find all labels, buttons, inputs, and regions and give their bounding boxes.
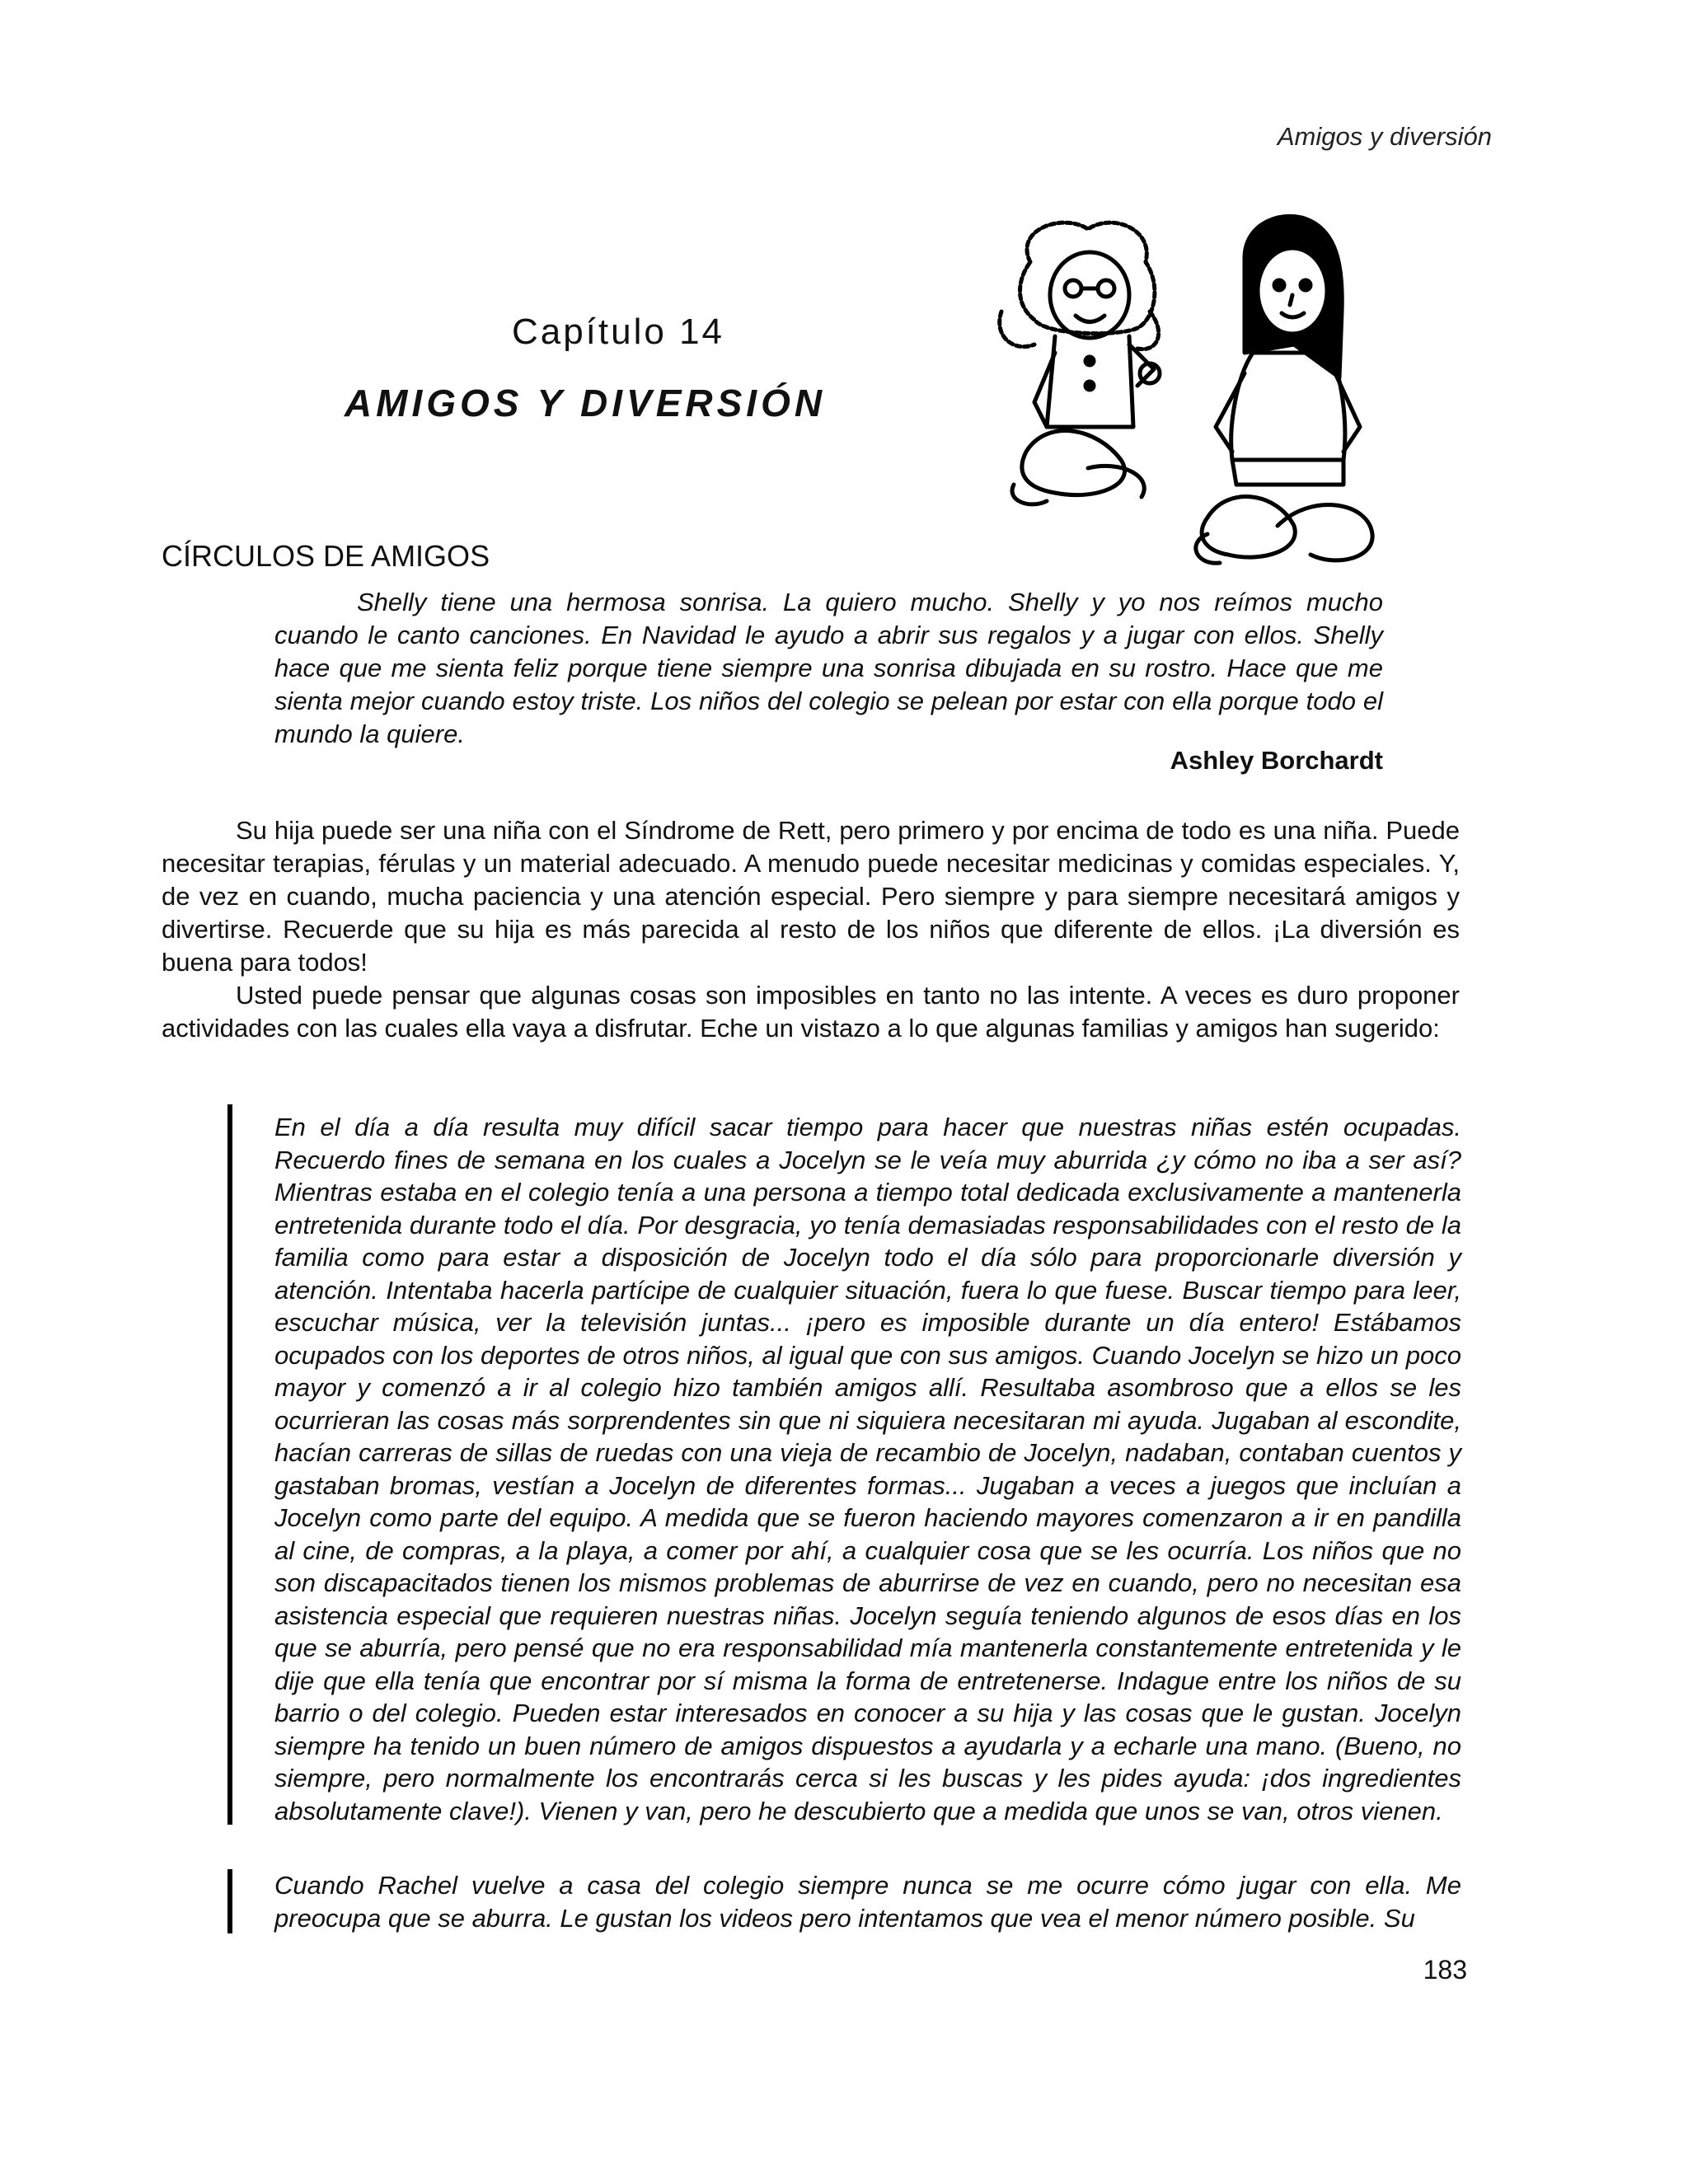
page-number: 183 — [1423, 1955, 1467, 1985]
body-paragraph-2: Usted puede pensar que algunas cosas son imposibles en tanto no las intente. A veces es duro proponer actividades con las cuales ella vaya a disfrutar. Eche un vistazo a lo que algunas familias y amigos han sugerido: — [162, 981, 1460, 1043]
blockquote-bar — [227, 1104, 232, 1825]
epigraph-quote — [274, 586, 1383, 751]
blockquote-rachel: Cuando Rachel vuelve a casa del colegio siempre nunca se me ocurre cómo jugar con ella. Me preocupa que se aburra. Le gustan los videos pero intentamos que vea el menor número posible. Su — [274, 1871, 1461, 1933]
two-girls-sitting-drawing-icon — [997, 213, 1385, 569]
epigraph-attribution: Ashley Borchardt — [1170, 746, 1383, 775]
chapter-number: Capítulo 14 — [511, 312, 725, 352]
running-head: Amigos y diversión — [1277, 122, 1492, 151]
blockquote-bar — [227, 1869, 232, 1933]
body-paragraph-1: Su hija puede ser una niña con el Síndrome de Rett, pero primero y por encima de todo es una niña. Puede necesitar terapias, férulas y un material adecuado. A menudo puede necesitar medicinas y comidas especiales. Y, de vez en cuando, mucha paciencia y una atención especial. Pero siempre y para siempre necesitará amigos y divertirse. Recuerde que su hija es más parecida al resto de los niños que diferente de ellos. ¡La diversión es buena para todos! — [162, 816, 1460, 977]
section-heading: CÍRCULOS DE AMIGOS — [162, 539, 490, 573]
blockquote-jocelyn: En el día a día resulta muy difícil sacar tiempo para hacer que nuestras niñas estén ocupadas. Recuerdo fines de semana en los cuales a Jocelyn se le veía muy aburrida ¿y cómo no iba a ser así? Mientras estaba en el colegio tenía a una persona a tiempo total dedicada exclusivamente a mantenerla entretenida durante todo el día. Por desgracia, yo tenía demasiadas responsabilidades con el resto de la familia como para estar a disposición de Jocelyn todo el día sólo para proporcionarle diversión y atención. Intentaba hacerla partícipe de cualquier situación, fuera lo que fuese. Buscar tiempo para leer, escuchar música, ver la televisión juntas... ¡pero es imposible durante un día entero! Estábamos ocupados con los deportes de otros niños, al igual que con sus amigos. Cuando Jocelyn se hizo un poco mayor y comenzó a ir al colegio hizo también amigos allí. Resultaba asombroso que a ellos se les ocurrieran las cosas más sorprendentes sin que ni siquiera necesitaran mi ayuda. Jugaban al escondite, hacían carreras de sillas de ruedas con una vieja de recambio de Jocelyn, nadaban, contaban cuentos y gastaban bromas, vestían a Jocelyn de diferentes formas... Jugaban a veces a juegos que incluían a Jocelyn como parte del equipo. A medida que se fueron haciendo mayores comenzaron a ir en pandilla al cine, de compras, a la playa, a comer por ahí, a cualquier cosa que se les ocurría. Los niños que no son discapacitados tienen los mismos problemas de aburrirse de vez en cuando, pero no necesitan esa asistencia especial que requieren nuestras niñas. Jocelyn seguía teniendo algunos de esos días en los que se aburría, pero pensé que no era responsabilidad mía mantenerla constantemente entretenida y le dije que ella tenía que encontrar por sí misma la forma de entretenerse. Indague entre los niños de su barrio o del colegio. Pueden estar interesados en conocer a su hija y las cosas que le gustan. Jocelyn siempre ha tenido un buen número de amigos dispuestos a ayudarla y a echarle una mano. (Bueno, no siempre, pero normalmente los encontrarás cerca si les buscas y les pides ayuda: ¡dos ingredientes absolutamente clave!). Vienen y van, pero he descubierto que a medida que unos se van, otros vienen. — [274, 1113, 1461, 1825]
body-text — [162, 814, 1460, 1045]
chapter-title: AMIGOS Y DIVERSIÓN — [344, 382, 827, 424]
epigraph-text: Shelly tiene una hermosa sonrisa. La quiero mucho. Shelly y yo nos reímos mucho cuando le canto canciones. En Navidad le ayudo a abrir sus regalos y a jugar con ellos. Shelly hace que me sienta feliz porque tiene siempre una sonrisa dibujada en su rostro. Hace que me sienta mejor cuando estoy triste. Los niños del colegio se pelean por estar con ella porque todo el mundo la quiere. — [274, 588, 1383, 748]
